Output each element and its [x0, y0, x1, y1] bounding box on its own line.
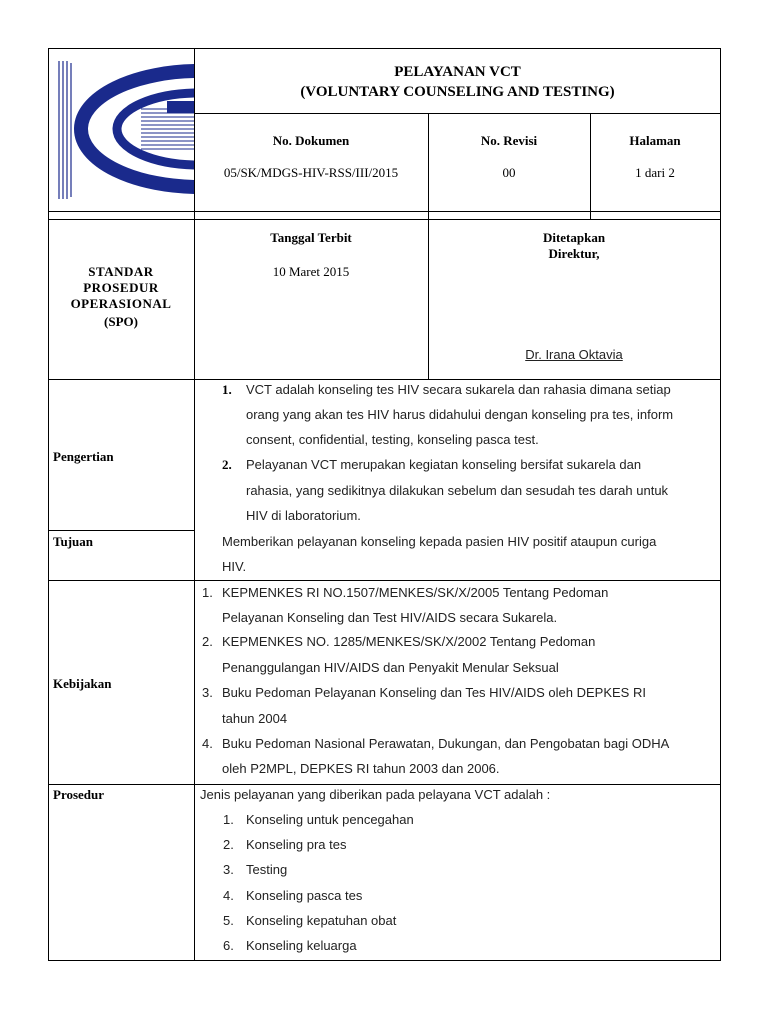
kebijakan-item-line: oleh P2MPL, DEPKES RI tahun 2003 dan 2006.: [222, 761, 500, 776]
prosedur-item-num: 3.: [223, 862, 234, 877]
pengertian-item-line: consent, confidential, testing, konseling pasca test.: [246, 432, 539, 447]
tujuan-label: Tujuan: [53, 534, 93, 549]
prosedur-item: Konseling kepatuhan obat: [246, 913, 397, 928]
prosedur-label: Prosedur: [53, 787, 105, 802]
document-title-line1: PELAYANAN VCT: [394, 64, 521, 80]
spo-line1: STANDAR: [88, 264, 154, 279]
kebijakan-item-num: 1.: [202, 585, 213, 600]
prosedur-item: Konseling pasca tes: [246, 888, 363, 903]
tanggal-terbit-label: Tanggal Terbit: [270, 230, 352, 245]
halaman-value: 1 dari 2: [635, 165, 675, 180]
prosedur-item: Testing: [246, 862, 288, 877]
pengertian-item-line: orang yang akan tes HIV harus didahului dengan konseling pra tes, inform: [246, 407, 674, 422]
kebijakan-item-line: Penanggulangan HIV/AIDS dan Penyakit Menular Seksual: [222, 660, 559, 675]
prosedur-item-num: 1.: [223, 812, 234, 827]
no-dokumen-value: 05/SK/MDGS-HIV-RSS/III/2015: [223, 165, 399, 180]
pengertian-item-line: rahasia, yang sedikitnya dilakukan sebelum dan sesudah tes darah untuk: [246, 483, 669, 498]
table-border-bottom: [48, 960, 721, 961]
pengertian-item-num: 1.: [222, 382, 232, 397]
halaman-label: Halaman: [629, 133, 681, 148]
spo-line4: (SPO): [104, 314, 138, 329]
row-divider: [48, 530, 194, 531]
row-divider: [48, 580, 721, 581]
prosedur-item-num: 4.: [223, 888, 234, 903]
row-divider: [48, 379, 721, 380]
no-dokumen-label: No. Dokumen: [272, 133, 350, 148]
no-revisi-value: 00: [502, 165, 516, 180]
prosedur-item-num: 5.: [223, 913, 234, 928]
document-title-line2: (VOLUNTARY COUNSELING AND TESTING): [300, 84, 615, 100]
kebijakan-item-line: tahun 2004: [222, 711, 288, 726]
row-divider: [194, 113, 721, 114]
tujuan-line: Memberikan pelayanan konseling kepada pasien HIV positif ataupun curiga: [222, 534, 657, 549]
hospital-logo-icon: [49, 49, 194, 211]
kebijakan-item-line: KEPMENKES NO. 1285/MENKES/SK/X/2002 Tentang Pedoman: [222, 634, 596, 649]
kebijakan-item-num: 2.: [202, 634, 213, 649]
prosedur-item-num: 2.: [223, 837, 234, 852]
kebijakan-item-line: Buku Pedoman Pelayanan Konseling dan Tes HIV/AIDS oleh DEPKES RI: [222, 685, 646, 700]
kebijakan-item-line: Pelayanan Konseling dan Test HIV/AIDS secara Sukarela.: [222, 610, 558, 625]
prosedur-item: Konseling pra tes: [246, 837, 347, 852]
no-revisi-label: No. Revisi: [480, 133, 538, 148]
pengertian-item-line: HIV di laboratorium.: [246, 508, 361, 523]
ditetapkan-label: Ditetapkan: [542, 230, 606, 245]
spo-line3: OPERASIONAL: [70, 296, 172, 311]
row-divider: [48, 211, 721, 212]
pengertian-item-line: VCT adalah konseling tes HIV secara sukarela dan rahasia dimana setiap: [246, 382, 671, 397]
prosedur-intro: Jenis pelayanan yang diberikan pada pelayana VCT adalah :: [200, 787, 551, 802]
kebijakan-item-num: 4.: [202, 736, 213, 751]
prosedur-item-num: 6.: [223, 938, 234, 953]
prosedur-item: Konseling untuk pencegahan: [246, 812, 414, 827]
kebijakan-item-line: Buku Pedoman Nasional Perawatan, Dukungan, dan Pengobatan bagi ODHA: [222, 736, 670, 751]
prosedur-item: Konseling keluarga: [246, 938, 357, 953]
column-divider: [194, 48, 195, 961]
tanggal-terbit-value: 10 Maret 2015: [272, 264, 350, 279]
spo-line2: PROSEDUR: [83, 280, 159, 295]
kebijakan-item-line: KEPMENKES RI NO.1507/MENKES/SK/X/2005 Tentang Pedoman: [222, 585, 609, 600]
pengertian-item-num: 2.: [222, 457, 232, 472]
pengertian-label: Pengertian: [53, 449, 114, 464]
kebijakan-item-num: 3.: [202, 685, 213, 700]
tujuan-line: HIV.: [222, 559, 247, 574]
table-border-right: [720, 48, 721, 961]
kebijakan-label: Kebijakan: [53, 676, 112, 691]
direktur-label: Direktur,: [548, 246, 600, 261]
row-divider: [48, 784, 721, 785]
pengertian-item-line: Pelayanan VCT merupakan kegiatan konseling bersifat sukarela dan: [246, 457, 642, 472]
signatory-name: Dr. Irana Oktavia: [525, 347, 623, 362]
row-divider: [48, 219, 721, 220]
